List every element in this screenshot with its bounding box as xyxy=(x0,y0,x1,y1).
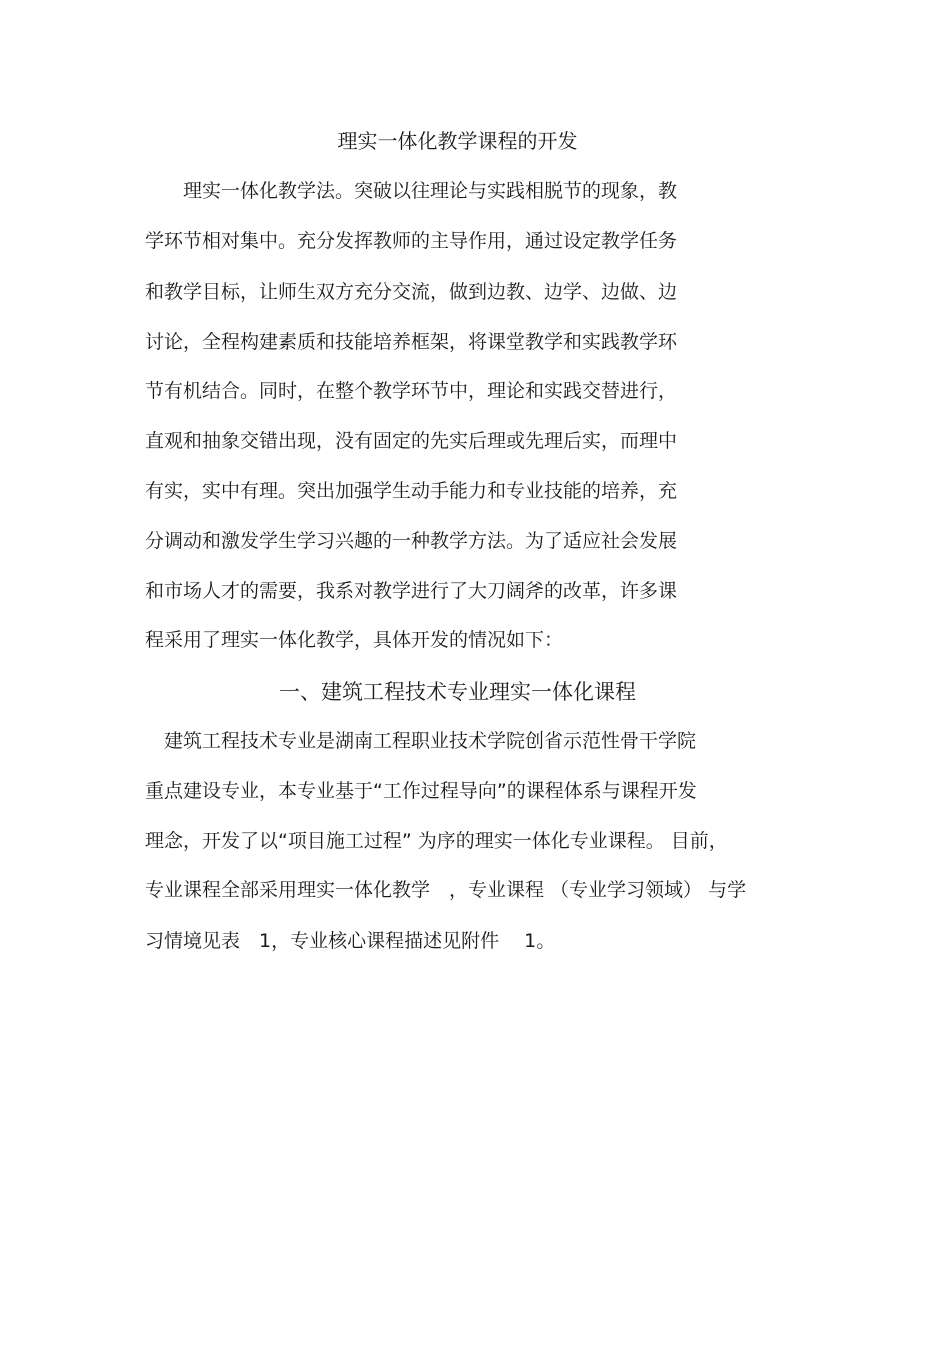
section-heading: 一、建筑工程技术专业理实一体化课程 xyxy=(279,680,636,704)
intro-line: 和教学目标，让师生双方充分交流，做到边教、边学、边做、边 xyxy=(145,281,678,303)
section-line: 习情境见表 1，专业核心课程描述见附件 1。 xyxy=(145,930,556,952)
intro-line: 有实，实中有理。突出加强学生动手能力和专业技能的培养，充 xyxy=(145,480,678,502)
document-title: 理实一体化教学课程的开发 xyxy=(337,129,578,153)
intro-line: 理实一体化教学法。突破以往理论与实践相脱节的现象，教 xyxy=(145,180,678,202)
section-line: 建筑工程技术专业是湖南工程职业技术学院创省示范性骨干学院 xyxy=(145,730,697,752)
section-line: 专业课程全部采用理实一体化教学 ，专业课程 （专业学习领域） 与学 xyxy=(145,879,747,901)
intro-line: 和市场人才的需要，我系对教学进行了大刀阔斧的改革，许多课 xyxy=(145,580,678,602)
intro-line: 讨论，全程构建素质和技能培养框架，将课堂教学和实践教学环 xyxy=(145,331,678,353)
intro-line: 程采用了理实一体化教学，具体开发的情况如下： xyxy=(145,629,564,651)
section-line: 理念，开发了以“项目施工过程” 为序的理实一体化专业课程。 目前， xyxy=(145,830,728,852)
intro-line: 学环节相对集中。充分发挥教师的主导作用，通过设定教学任务 xyxy=(145,230,678,252)
intro-line: 节有机结合。同时，在整个教学环节中，理论和实践交替进行， xyxy=(145,380,678,402)
section-line: 重点建设专业，本专业基于“工作过程导向”的课程体系与课程开发 xyxy=(145,780,697,802)
intro-line: 分调动和激发学生学习兴趣的一种教学方法。为了适应社会发展 xyxy=(145,530,678,552)
intro-line: 直观和抽象交错出现，没有固定的先实后理或先理后实，而理中 xyxy=(145,430,678,452)
